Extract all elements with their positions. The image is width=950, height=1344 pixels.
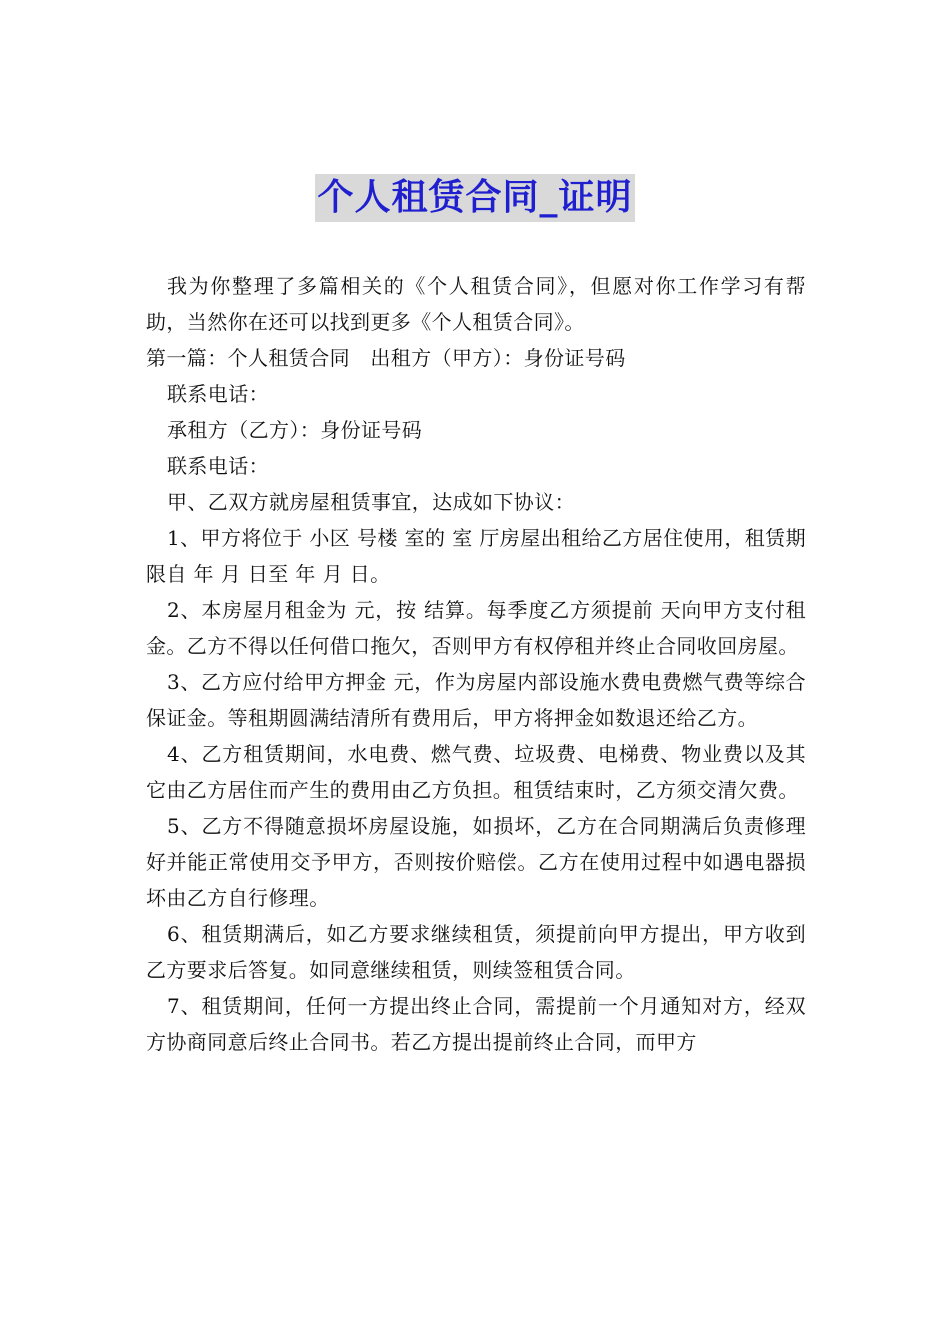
intro-paragraph: 我为你整理了多篇相关的《个人租赁合同》，但愿对你工作学习有帮助，当然你在还可以找到更多《个人租赁合同》。 <box>146 274 806 334</box>
clause-3: 3、乙方应付给甲方押金 元，作为房屋内部设施水费电费燃气费等综合保证金。等租期圆满结清所有费用后，甲方将押金如数退还给乙方。 <box>146 670 806 730</box>
clause-1: 1、甲方将位于 小区 号楼 室的 室 厅房屋出租给乙方居住使用，租赁期限自 年 月 日至 年 月 日。 <box>146 526 806 586</box>
contact-line-1: 联系电话： <box>167 382 269 406</box>
clause-2: 2、本房屋月租金为 元，按 结算。每季度乙方须提前 天向甲方支付租金。乙方不得以任何借口拖欠，否则甲方有权停租并终止合同收回房屋。 <box>146 598 806 658</box>
contact-line-2: 联系电话： <box>167 454 269 478</box>
clause-5: 5、乙方不得随意损坏房屋设施，如损坏，乙方在合同期满后负责修理好并能正常使用交予甲方，否则按价赔偿。乙方在使用过程中如遇电器损坏由乙方自行修理。 <box>146 814 806 910</box>
document-title: 个人租赁合同_证明 <box>315 174 634 222</box>
clause-7: 7、租赁期间，任何一方提出终止合同，需提前一个月通知对方，经双方协商同意后终止合同书。若乙方提出提前终止合同，而甲方 <box>146 994 806 1054</box>
agreement-line: 甲、乙双方就房屋租赁事宜，达成如下协议： <box>167 490 575 514</box>
clause-4: 4、乙方租赁期间，水电费、燃气费、垃圾费、电梯费、物业费以及其它由乙方居住而产生的费用由乙方负担。租赁结束时，乙方须交清欠费。 <box>146 742 806 802</box>
section-heading: 第一篇：个人租赁合同 出租方（甲方）：身份证号码 <box>146 346 626 370</box>
title-area <box>0 174 950 222</box>
document-body <box>146 268 806 1060</box>
lessee-line: 承租方（乙方）：身份证号码 <box>167 418 423 442</box>
clause-6: 6、租赁期满后，如乙方要求继续租赁，须提前向甲方提出，甲方收到乙方要求后答复。如同意继续租赁，则续签租赁合同。 <box>146 922 806 982</box>
